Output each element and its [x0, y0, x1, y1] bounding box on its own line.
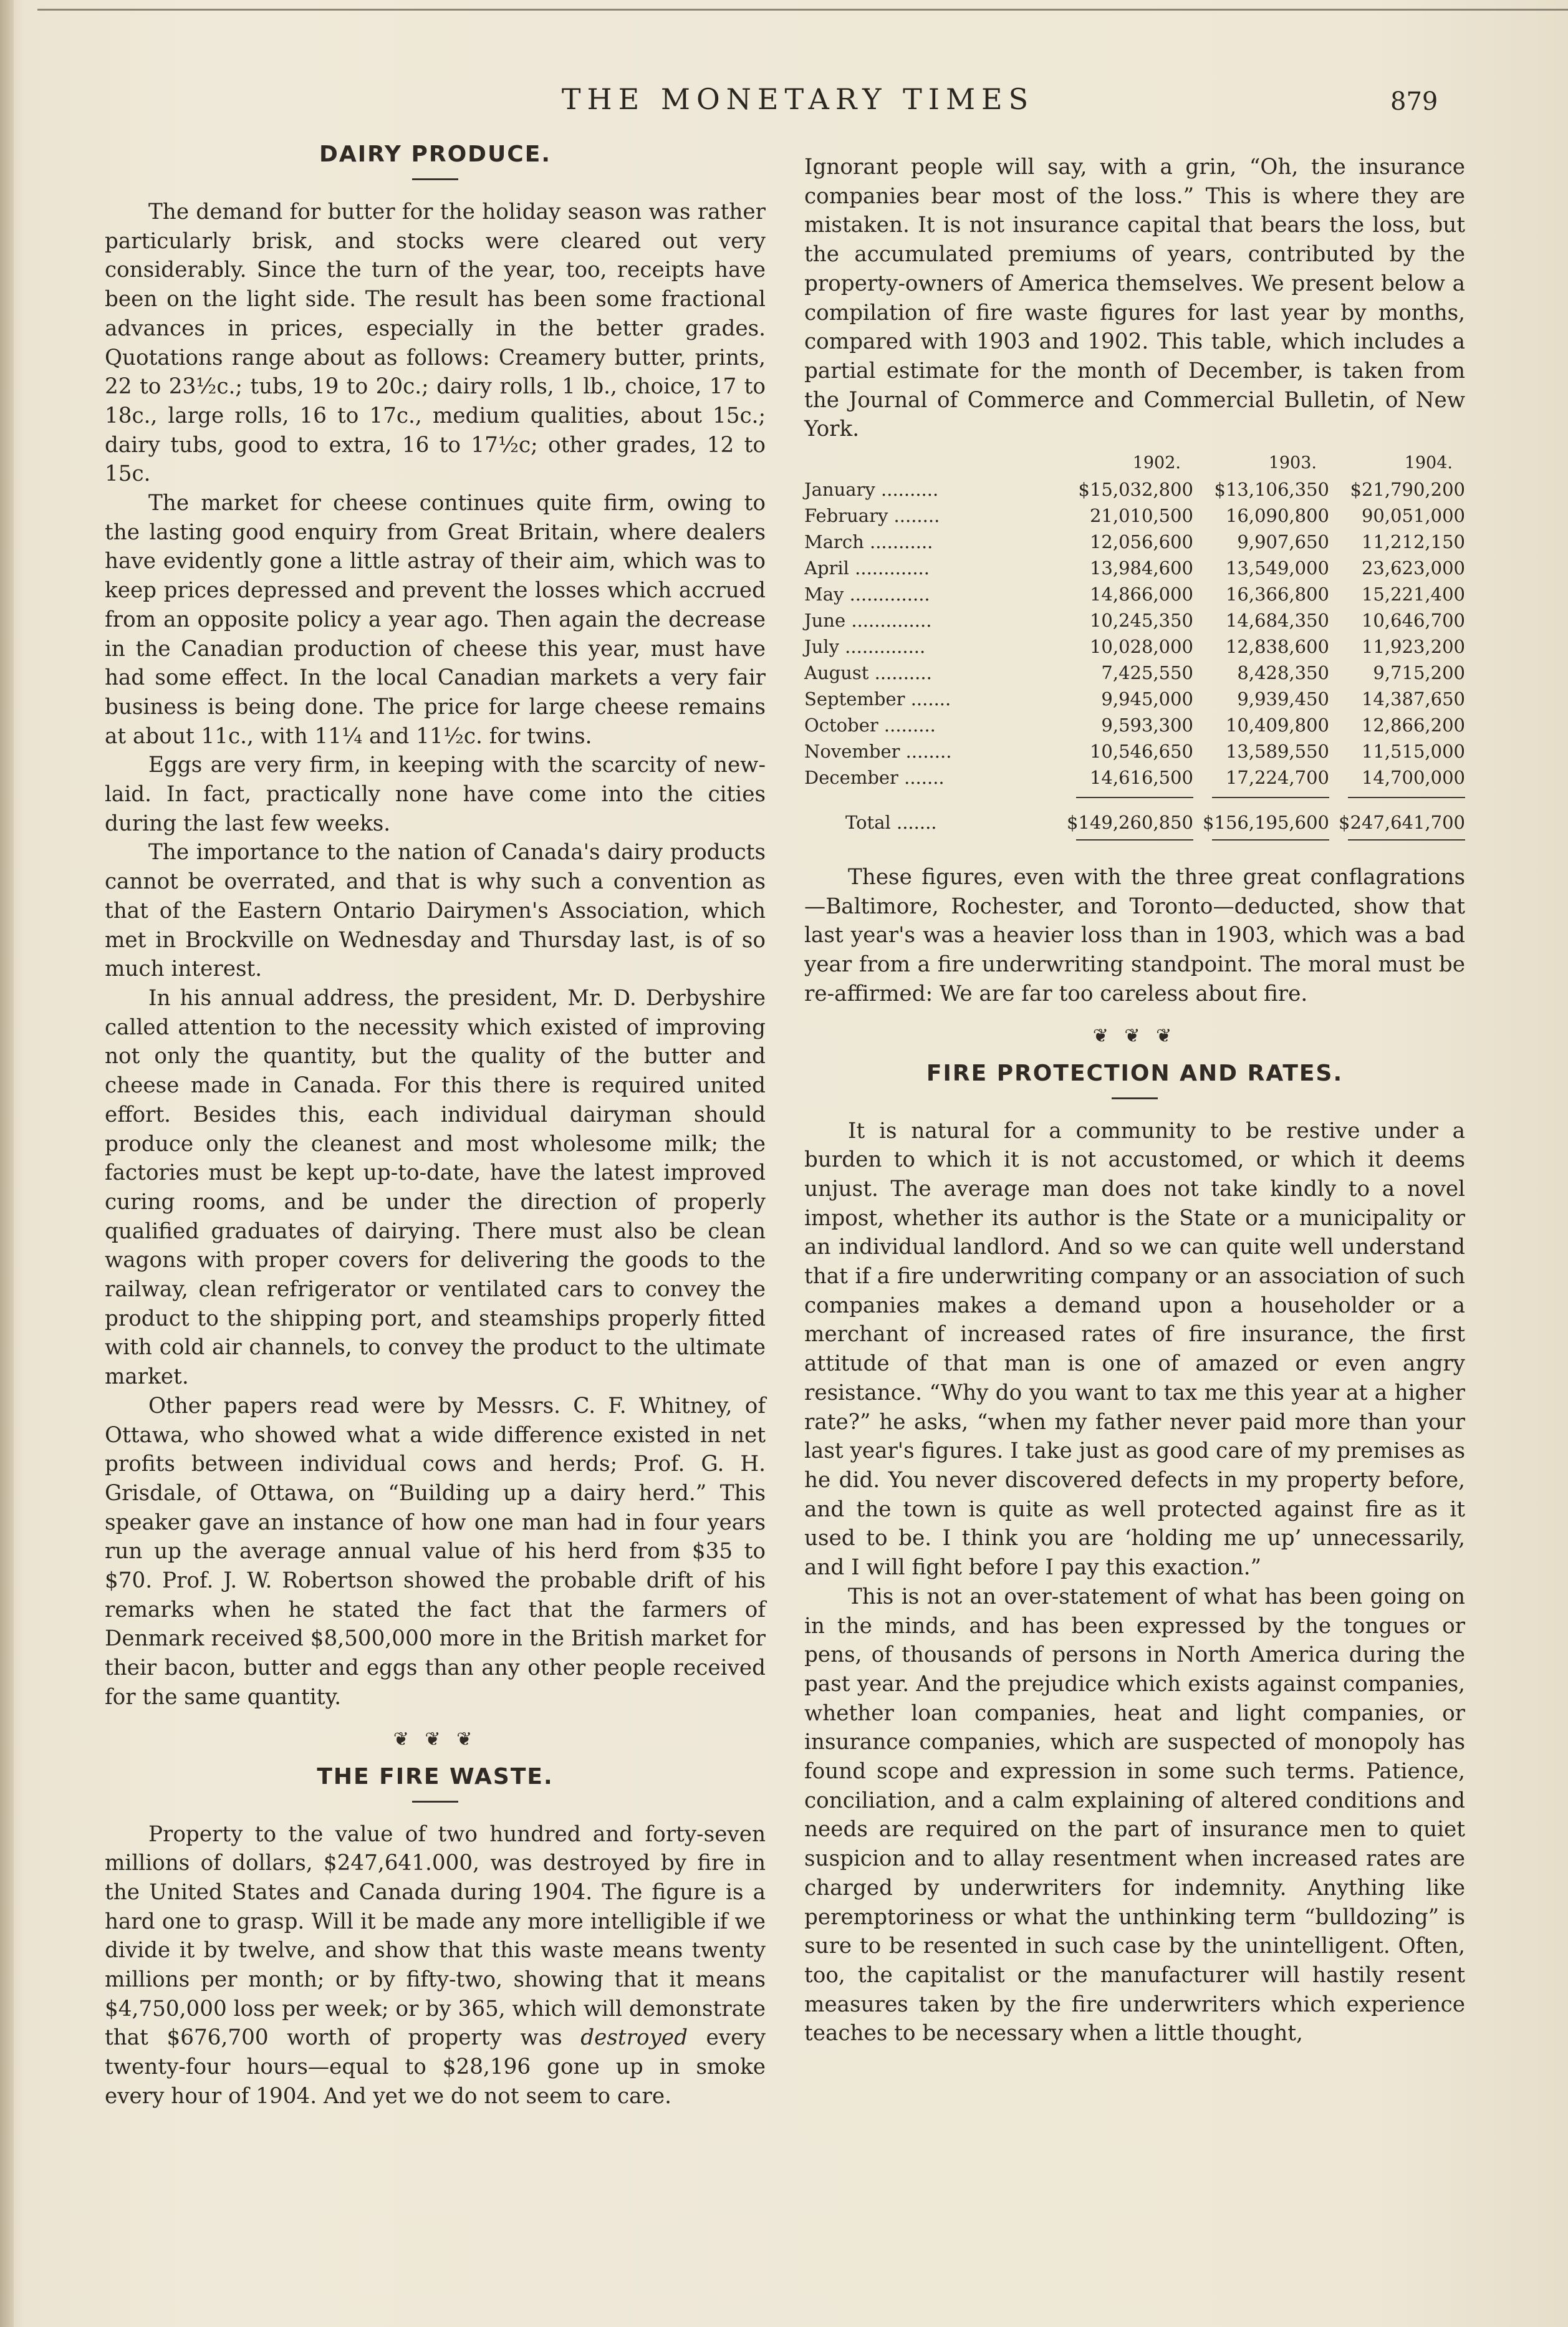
loss-value: 17,224,700: [1225, 767, 1329, 789]
section-separator: ❦ ❦ ❦: [1092, 1024, 1177, 1047]
table-row: [804, 738, 1465, 764]
fire-waste-table: [804, 450, 1465, 841]
rule-row: [804, 836, 1465, 841]
month-label: September .......: [804, 688, 951, 710]
month-label: November ........: [804, 741, 952, 763]
month-label: December .......: [804, 767, 945, 789]
fire-protection-paragraph: This is not an over-statement of what has been going on in the minds, and has been expressed by the tongues or pens, of thousands of persons in North America during the past year. And the prejudice which exists against companies, whether loan companies, heat and light companies, or insurance companies, which are suspected of monopoly has found scope and expression in some such terms. Patience, conciliation, and a calm explaining of altered conditions and needs are required on the part of insurance men to quiet suspicion and to allay resentment when increased rates are charged by underwriters for indemnity. Anything like peremptoriness or what the unthinking term “bulldozing” is sure to be resented in such case by the unintelligent. Often, too, the capitalist or the manufacturer will hastily resent measures taken by the fire underwriters which experience teaches to be necessary when a little thought,: [804, 1584, 1465, 2046]
loss-value: 9,907,650: [1237, 531, 1329, 553]
sum-rule: [1076, 839, 1193, 841]
table-cell: [1329, 836, 1465, 841]
loss-value: 16,090,800: [1225, 505, 1329, 527]
loss-value: 11,515,000: [1361, 741, 1465, 763]
heading-rule: [412, 178, 458, 180]
loss-value: 10,245,350: [1089, 610, 1193, 632]
total-label: Total .......: [845, 812, 937, 834]
table-header-row: [804, 450, 1465, 476]
fire-waste-paragraph: [105, 1820, 766, 2111]
loss-value: 10,409,800: [1225, 715, 1329, 736]
text-run: Property to the value of two hundred and forty-seven millions of dollars, $247,641.000, was destroyed by fire in the United States and Canada during 1904. The figure is a hard one to grasp. Will it be made any more intelligible if we divide it by twelve, and show that this waste means twenty millions per month; or by fifty-two, showing that it means $4,750,000 loss per week; or by 365, which will demonstrate that $676,700 worth of property was: [105, 1821, 766, 2051]
dairy-paragraph: The importance to the nation of Canada's dairy products cannot be overrated, and that is why such a convention as that of the Eastern Ontario Dairymen's Association, which met in Brockville on Wednesday and Thursday last, is of so much interest.: [105, 840, 766, 982]
loss-value: 10,028,000: [1089, 636, 1193, 658]
table-corner-cell: [804, 450, 1057, 476]
text-run: every twenty-four hours—equal to $28,196 gone up in smoke every hour of 1904. And yet we do not seem to care.: [105, 2025, 766, 2109]
table-cell: [804, 836, 1057, 841]
loss-value: 13,984,600: [1089, 557, 1193, 579]
loss-value: 13,589,550: [1225, 741, 1329, 763]
top-rule: [37, 9, 1568, 11]
dairy-paragraph: Eggs are very firm, in keeping with the scarcity of new-laid. In fact, practically none have come into the cities during the last few weeks.: [105, 753, 766, 836]
left-column: [105, 134, 766, 2111]
loss-value: 9,593,300: [1101, 715, 1193, 736]
dairy-paragraph: The market for cheese continues quite firm, owing to the lasting good enquiry from Great Britain, where dealers have evidently gone a little astray of their aim, which was to keep prices depressed and prevent the losses which accrued from an opposite policy a year ago. Then again the decrease in the Canadian production of cheese this year, must have had some effect. In the local Canadian markets a very fair business is being done. The price for large cheese remains at about 11c., with 11¼ and 11½c. for twins.: [105, 491, 766, 749]
page-binding-edge: [0, 0, 14, 2327]
year-header: 1903.: [1268, 453, 1317, 473]
dairy-paragraph: In his annual address, the president, Mr. D. Derbyshire called attention to the necessity which existed of improving not only the quantity, but the quality of the butter and cheese made in Canada. For this there is required united effort. Besides this, each individual dairyman should produce only the cleanest and most wholesome milk; the factories must be kept up-to-date, have the latest improved curing rooms, and be under the direction of properly qualified graduates of dairying. There must also be clean wagons with proper covers for delivering the goods to the railway, clean refrigerator or ventilated cars to convey the product to the shipping port, and steamships properly fitted with cold air channels, to convey the product to the ultimate market.: [105, 985, 766, 1390]
table-total-row: [804, 798, 1465, 836]
loss-value: 16,366,800: [1225, 584, 1329, 605]
loss-value: 10,646,700: [1361, 610, 1465, 632]
loss-value: 21,010,500: [1089, 505, 1193, 527]
fire-waste-continued-paragraph: Ignorant people will say, with a grin, “Oh, the insurance companies bear most of the loss.” This is where they are mistaken. It is not insurance capital that bears the loss, but the accumulated premiums of years, contributed by the property-owners of America themselves. We present below a compilation of fire waste figures for last year by months, compared with 1903 and 1902. This table, which includes a partial estimate for the month of December, is taken from the Journal of Commerce and Commercial Bulletin, of New York.: [804, 155, 1465, 442]
fire-protection-paragraph: It is natural for a community to be restive under a burden to which it is not accustomed, or which it deems unjust. The average man does not take kindly to a novel impost, whether its author is the State or a municipality or an individual landlord. And so we can quite well understand that if a fire underwriting company or an association of such companies makes a demand upon a householder or a merchant of increased rates of fire insurance, the first attitude of that man is one of amazed or even angry resistance. “Why do you want to tax me this year at a higher rate?” he asks, “when my father never paid more than your last year's figures. I take just as good care of my premises as he did. You never discovered defects in my property before, and the town is quite as well protected against fire as it used to be. I think you are ‘holding me up’ unnecessarily, and I will fight before I pay this exaction.”: [804, 1118, 1465, 1581]
year-header: 1904.: [1404, 453, 1453, 473]
loss-value: $21,790,200: [1350, 479, 1465, 501]
sum-rule: [1212, 839, 1329, 841]
publication-title: THE MONETARY TIMES: [561, 82, 1035, 116]
loss-value: 12,056,600: [1089, 531, 1193, 553]
page-header: [0, 82, 1568, 126]
table-cell: [1193, 791, 1329, 798]
loss-value: 9,715,200: [1373, 662, 1465, 684]
loss-value: $13,106,350: [1214, 479, 1329, 501]
loss-value: 14,387,650: [1361, 688, 1465, 710]
loss-value: 23,623,000: [1361, 557, 1465, 579]
fire-waste-heading: THE FIRE WASTE.: [317, 1763, 554, 1790]
loss-value: 13,549,000: [1225, 557, 1329, 579]
loss-value: 14,684,350: [1225, 610, 1329, 632]
table-row: [804, 764, 1465, 791]
table-row: [804, 607, 1465, 634]
right-column: [804, 134, 1465, 2048]
heading-rule: [1112, 1097, 1158, 1099]
dairy-produce-heading: DAIRY PRODUCE.: [319, 142, 551, 167]
table-body: [804, 476, 1465, 791]
table-row: [804, 476, 1465, 503]
dairy-paragraph: The demand for butter for the holiday season was rather particularly brisk, and stocks were cleared out very considerably. Since the turn of the year, too, receipts have been on the light side. The result has been some fractional advances in prices, especially in the better grades. Quotations range about as follows: Creamery butter, prints, 22 to 23½c.; tubs, 19 to 20c.; dairy rolls, 1 lb., choice, 17 to 18c., large rolls, 16 to 17c., medium qualities, about 15c.; dairy tubs, good to extra, 16 to 17½c; other grades, 12 to 15c.: [105, 200, 766, 487]
fire-protection-heading: FIRE PROTECTION AND RATES.: [926, 1060, 1344, 1086]
table-cell: [1057, 791, 1193, 798]
table-row: [804, 503, 1465, 529]
loss-value: 7,425,550: [1101, 662, 1193, 684]
table-cell: [1329, 791, 1465, 798]
loss-value: 8,428,350: [1237, 662, 1329, 684]
month-label: August ..........: [804, 662, 932, 684]
emphasis-text: destroyed: [580, 2025, 688, 2051]
table-cell: [804, 791, 1057, 798]
after-table-paragraph: These figures, even with the three great conflagrations—Baltimore, Rochester, and Toronto—deducted, show that last year's was a heavier loss than in 1903, which was a bad year from a fire underwriting standpoint. The moral must be re-affirmed: We are far too careless about fire.: [804, 865, 1465, 1006]
table-row: [804, 686, 1465, 712]
table-cell: [1193, 836, 1329, 841]
dairy-paragraph: Other papers read were by Messrs. C. F. Whitney, of Ottawa, who showed what a wide difference existed in net profits between individual cows and herds; Prof. G. H. Grisdale, of Ottawa, on “Building up a dairy herd.” This speaker gave an instance of how one man had in four years run up the average annual value of his herd from $35 to $70. Prof. J. W. Robertson showed the probable drift of his remarks when he stated the fact that the farmers of Denmark received $8,500,000 more in the British market for their bacon, butter and eggs than any other people received for the same quantity.: [105, 1393, 766, 1710]
month-label: July ..............: [804, 636, 926, 658]
table-cell: [1057, 836, 1193, 841]
month-label: January ..........: [804, 479, 939, 501]
loss-value: 90,051,000: [1361, 505, 1465, 527]
loss-value: 15,221,400: [1361, 584, 1465, 605]
rule-row: [804, 791, 1465, 798]
loss-value: 9,939,450: [1237, 688, 1329, 710]
table-row: [804, 660, 1465, 686]
table-row: [804, 712, 1465, 738]
table-row: [804, 529, 1465, 555]
loss-value: 11,212,150: [1361, 531, 1465, 553]
table-row: [804, 581, 1465, 607]
month-label: October .........: [804, 715, 936, 736]
loss-value: $15,032,800: [1078, 479, 1193, 501]
section-separator: ❦ ❦ ❦: [393, 1728, 478, 1750]
loss-value: 11,923,200: [1361, 636, 1465, 658]
loss-value: 10,546,650: [1089, 741, 1193, 763]
total-value: $247,641,700: [1339, 812, 1465, 834]
table-row: [804, 634, 1465, 660]
month-label: March ...........: [804, 531, 933, 553]
month-label: April .............: [804, 557, 930, 579]
month-label: June ..............: [804, 610, 932, 632]
month-label: February ........: [804, 505, 940, 527]
sum-rule: [1348, 839, 1465, 841]
page-number: 879: [1390, 87, 1438, 116]
loss-value: 14,700,000: [1361, 767, 1465, 789]
loss-value: 12,866,200: [1361, 715, 1465, 736]
month-label: May ..............: [804, 584, 930, 605]
total-value: $149,260,850: [1067, 812, 1193, 834]
loss-value: 12,838,600: [1225, 636, 1329, 658]
loss-value: 9,945,000: [1101, 688, 1193, 710]
loss-value: 14,866,000: [1089, 584, 1193, 605]
table-row: [804, 555, 1465, 581]
loss-value: 14,616,500: [1089, 767, 1193, 789]
heading-rule: [412, 1801, 458, 1803]
year-header: 1902.: [1132, 453, 1181, 473]
total-value: $156,195,600: [1203, 812, 1329, 834]
